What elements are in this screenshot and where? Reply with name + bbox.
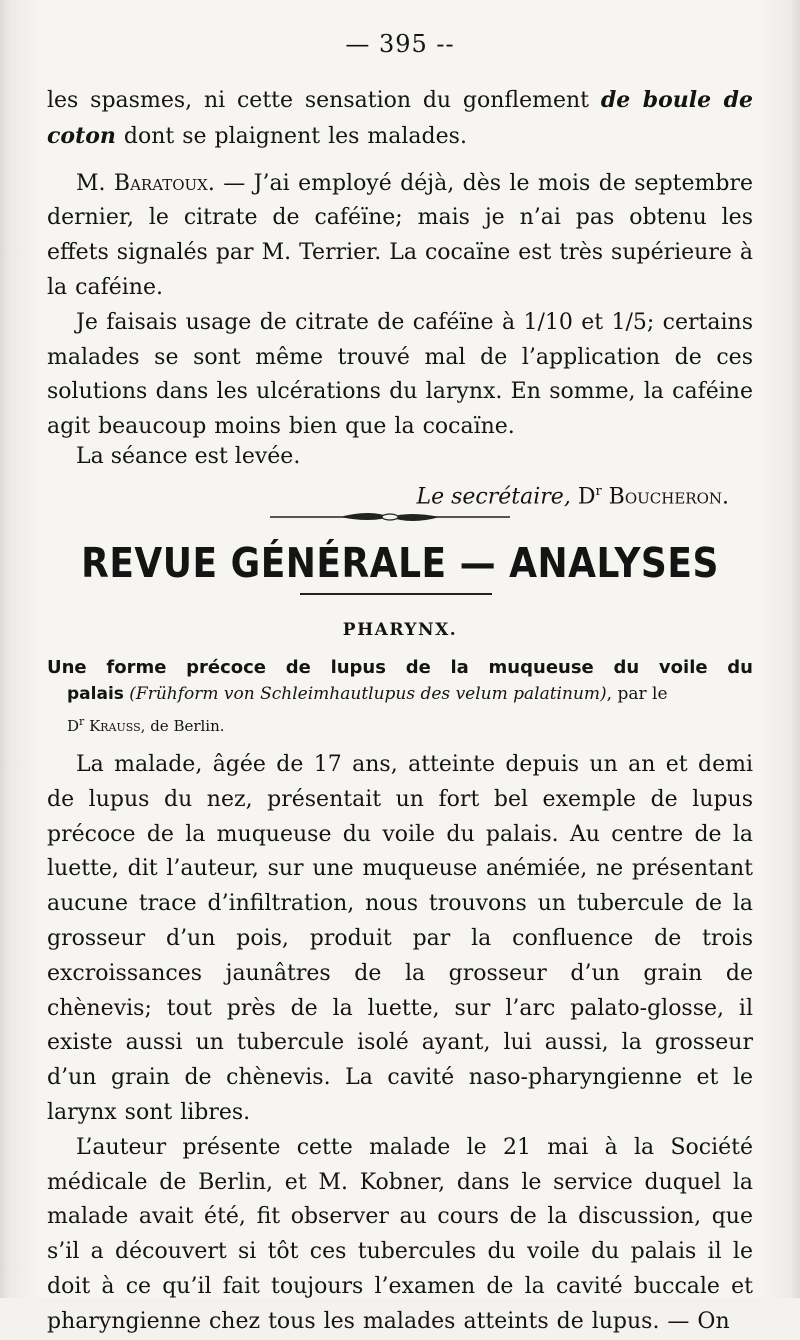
page-number: — 395 -- — [345, 30, 455, 58]
secretary-title: D — [577, 484, 596, 510]
author-city: , de Berlin. — [140, 717, 225, 735]
paragraph-text: — J’ai employé déjà, dès le mois de septembre dernier, le citrate de caféïne; mais je n’ai pas obtenu les effets signalés par M. Terrier. La cocaïne est très supérieure à la caféine. — [47, 170, 753, 300]
italic-phrase: de boule de coton — [47, 87, 753, 149]
section-title: REVUE GÉNÉRALE — ANALYSES — [81, 540, 719, 588]
session-closed-line: La séance est levée. — [76, 444, 301, 469]
speaker-name: M. Baratoux. — [76, 170, 215, 196]
article-title-line2 — [47, 681, 753, 708]
paragraph-continuation — [47, 83, 753, 155]
secretary-label: Le secrétaire, — [416, 484, 571, 510]
article-title-end: , par le — [606, 684, 668, 704]
author-title-sup: r — [79, 715, 85, 728]
author-name: Krauss — [84, 717, 141, 735]
paragraph-citrate: Je faisais usage de citrate de caféïne à 1/10 et 1/5; certains malades se sont même trouvé mal de l’application de ces solutions dans les ulcérations du larynx. En somme, la caféine agit beaucoup moins bien que la cocaïne. — [47, 309, 753, 440]
article-author — [47, 708, 753, 740]
secretary-title-sup: r — [595, 483, 602, 499]
subsection-heading: PHARYNX. — [342, 620, 458, 640]
article-title-german: (Frühform von Schleimhautlupus des velum palatinum) — [123, 684, 607, 704]
top-text-block — [47, 83, 753, 445]
article-paragraph: L’auteur présente cette malade le 21 mai à la Société médicale de Berlin, et M. Kobner, dans le service duquel la malade avait été, fit observer au cours de la discussion, que s’il a découvert si tôt ces tubercules du voile du palais il le doit à ce qu’il fait toujours l’examen de la cavité buccale et pharyngienne chez tous les malades atteints de lupus. — On — [47, 1134, 753, 1334]
article-heading — [47, 654, 753, 740]
article-body — [47, 748, 753, 1340]
article-title-bold: palais — [67, 684, 124, 704]
paragraph-text: les spasmes, ni cette sensation du gonflement — [47, 88, 601, 113]
author-title: D — [67, 717, 80, 735]
article-title-line1: Une forme précoce de lupus de la muqueuse du voile du — [47, 657, 753, 678]
ornamental-divider — [270, 507, 510, 527]
article-paragraph: La malade, âgée de 17 ans, atteinte depuis un an et demi de lupus du nez, présentait un fort bel exemple de lupus précoce de la muqueuse du voile du palais. Au centre de la luette, dit l’auteur, sur une muqueuse anémiée, ne présentant aucune trace d’infiltration, nous trouvons un tubercule de la grosseur d’un pois, produit par la confluence de trois excroissances jaunâtres de la grosseur d’un grain de chènevis; tout près de la luette, sur l’arc palato-glosse, il existe aussi un tubercule isolé ayant, lui aussi, la grosseur d’un grain de chènevis. La cavité naso-pharyngienne et le larynx sont libres. — [47, 752, 753, 1125]
session-closing — [47, 440, 753, 515]
paragraph-baratoux — [47, 167, 753, 306]
title-underline — [300, 593, 492, 595]
secretary-name: Boucheron. — [601, 484, 729, 510]
paragraph-text-end: dont se plaignent les malades. — [115, 123, 467, 149]
